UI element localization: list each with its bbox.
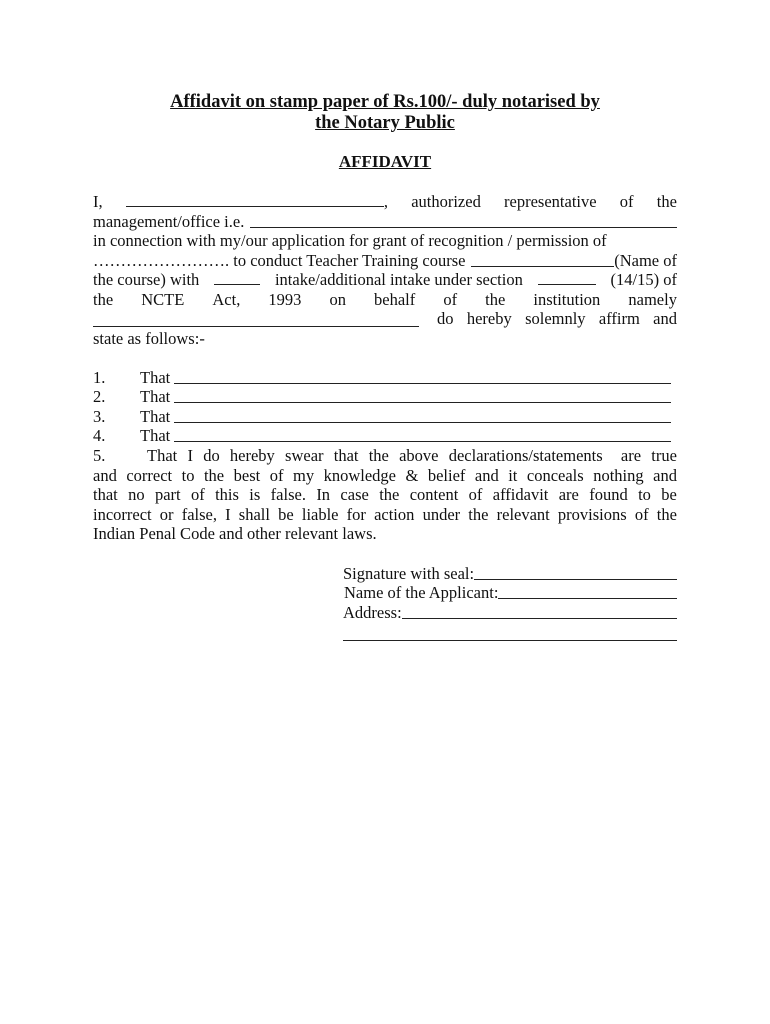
list-item: [93, 387, 677, 407]
body-word: no: [128, 485, 145, 504]
body-line-3: in connection with my/our application for grant of recognition / permission of: [93, 231, 607, 250]
body-word: I,: [93, 192, 103, 211]
body-word: and: [653, 466, 677, 485]
body-word: hereby: [229, 446, 275, 465]
body-word: do: [203, 446, 220, 465]
body-word: declarations/statements: [448, 446, 603, 465]
body-word: best: [233, 466, 261, 485]
body-word: the: [468, 505, 489, 524]
body-text: intake/additional intake under section: [274, 270, 523, 289]
body-word: belief: [427, 466, 466, 485]
body-word: my: [292, 466, 315, 485]
body-word: &: [405, 466, 419, 485]
body-word: incorrect: [93, 505, 152, 524]
body-word: namely: [628, 290, 677, 309]
body-word: relevant: [496, 505, 550, 524]
body-word: that: [333, 446, 359, 465]
address-second-blank-line: [343, 640, 677, 641]
body-word: content: [409, 485, 459, 504]
body-word: knowledge: [323, 466, 396, 485]
body-word: do: [437, 309, 454, 328]
item-blank-line: [174, 383, 671, 384]
item-number: 2.: [93, 387, 106, 406]
body-word: I: [187, 446, 193, 465]
applicant-name-blank-line: [498, 583, 677, 599]
body-word: action: [374, 505, 415, 524]
body-word: on: [329, 290, 346, 309]
body-line-2: [93, 212, 677, 232]
body-word: and: [474, 466, 499, 485]
representative-name-field: ,: [126, 192, 388, 212]
body-word: of: [619, 192, 634, 211]
item-5-line-4: [93, 505, 677, 525]
body-word: case: [340, 485, 369, 504]
body-word: under: [422, 505, 461, 524]
body-word: to: [181, 466, 195, 485]
body-word: hereby: [466, 309, 512, 328]
body-word: be: [278, 505, 294, 524]
body-word: NCTE: [141, 290, 185, 309]
body-word: provisions: [557, 505, 627, 524]
institution-name-field: [93, 309, 419, 327]
body-word: That: [147, 446, 178, 465]
body-word: it: [508, 466, 518, 485]
intake-field: [214, 270, 260, 285]
applicant-name-field: [344, 583, 677, 603]
applicant-name-label: Name of the Applicant:: [344, 583, 499, 602]
address-label: Address:: [343, 603, 402, 622]
body-word: the: [485, 290, 506, 309]
item-5-line-1: [93, 446, 677, 466]
management-office-field: [250, 212, 677, 228]
body-line-5: [93, 270, 677, 290]
body-word: authorized: [411, 192, 481, 211]
item-number: 4.: [93, 426, 106, 445]
body-word: shall: [238, 505, 270, 524]
body-text: ……………………. to conduct Teacher Training course: [93, 251, 466, 270]
body-word: the: [203, 466, 225, 485]
body-word: affirm: [598, 309, 640, 328]
body-word: this: [215, 485, 239, 504]
body-word: of: [443, 290, 458, 309]
body-word: of: [269, 466, 284, 485]
document-title-line-1: Affidavit on stamp paper of Rs.100/- duly notarised by: [170, 92, 600, 112]
body-word: and: [653, 309, 677, 328]
body-word: representative: [504, 192, 597, 211]
document-title-line-2: the Notary Public: [315, 113, 455, 133]
body-word: false.: [270, 485, 306, 504]
address-blank-line: [402, 603, 677, 619]
body-word: part: [154, 485, 181, 504]
body-word: true: [651, 446, 677, 465]
item-text: That: [140, 368, 171, 387]
body-text: the course) with: [93, 270, 200, 289]
body-word: found: [589, 485, 628, 504]
item-number: 3.: [93, 407, 106, 426]
body-word: the: [379, 485, 400, 504]
body-word: to: [638, 485, 651, 504]
item-number: 5.: [93, 446, 106, 465]
item-5-line-5: Indian Penal Code and other relevant laws.: [93, 524, 377, 543]
body-word: solemnly: [525, 309, 586, 328]
body-word: are: [558, 485, 579, 504]
body-word: 1993: [268, 290, 302, 309]
item-blank-line: [174, 441, 671, 442]
body-word: the: [368, 446, 389, 465]
body-word: of: [634, 505, 649, 524]
body-word: is: [249, 485, 261, 504]
item-text: That: [140, 426, 171, 445]
body-word: be: [661, 485, 677, 504]
course-name-field: [471, 251, 614, 267]
body-word: or: [159, 505, 174, 524]
body-word: that: [93, 485, 118, 504]
affidavit-heading: AFFIDAVIT: [338, 152, 432, 171]
section-field: [538, 270, 596, 285]
body-word: the: [656, 505, 677, 524]
item-text: That: [140, 407, 171, 426]
item-blank-line: [174, 402, 671, 403]
body-word: behalf: [374, 290, 416, 309]
body-word: swear: [285, 446, 324, 465]
list-item: [93, 368, 677, 388]
signature-label: Signature with seal:: [343, 564, 475, 583]
body-word: the: [656, 192, 677, 211]
body-text: (14/15) of: [610, 270, 677, 289]
address-field: [343, 603, 677, 623]
body-word: In: [316, 485, 331, 504]
body-word: for: [346, 505, 366, 524]
body-text: (Name of: [614, 251, 677, 270]
body-word: above: [399, 446, 439, 465]
body-word: and: [93, 466, 117, 485]
body-word: of: [190, 485, 205, 504]
body-line-7: [93, 309, 677, 329]
body-word: liable: [301, 505, 339, 524]
item-number: 1.: [93, 368, 106, 387]
body-line-6: [93, 290, 677, 310]
list-item: [93, 426, 677, 446]
signature-with-seal-field: [343, 564, 677, 584]
body-word: institution: [533, 290, 601, 309]
body-word: correct: [126, 466, 173, 485]
body-word: I: [225, 505, 231, 524]
item-blank-line: [174, 422, 671, 423]
body-text: management/office i.e.: [93, 212, 245, 231]
body-word: Act,: [212, 290, 241, 309]
body-line-8: state as follows:-: [93, 329, 205, 348]
signature-blank-line: [474, 564, 677, 580]
body-word: conceals: [526, 466, 584, 485]
body-word: false,: [181, 505, 217, 524]
list-item: [93, 407, 677, 427]
body-line-4: [93, 251, 677, 271]
item-text: That: [140, 387, 171, 406]
item-5-line-3: [93, 485, 677, 505]
item-5-line-2: [93, 466, 677, 486]
body-word: are: [620, 446, 642, 465]
body-word: of: [468, 485, 483, 504]
body-word: nothing: [593, 466, 644, 485]
body-word: affidavit: [492, 485, 549, 504]
body-word: the: [93, 290, 114, 309]
body-line-1: [93, 192, 677, 212]
